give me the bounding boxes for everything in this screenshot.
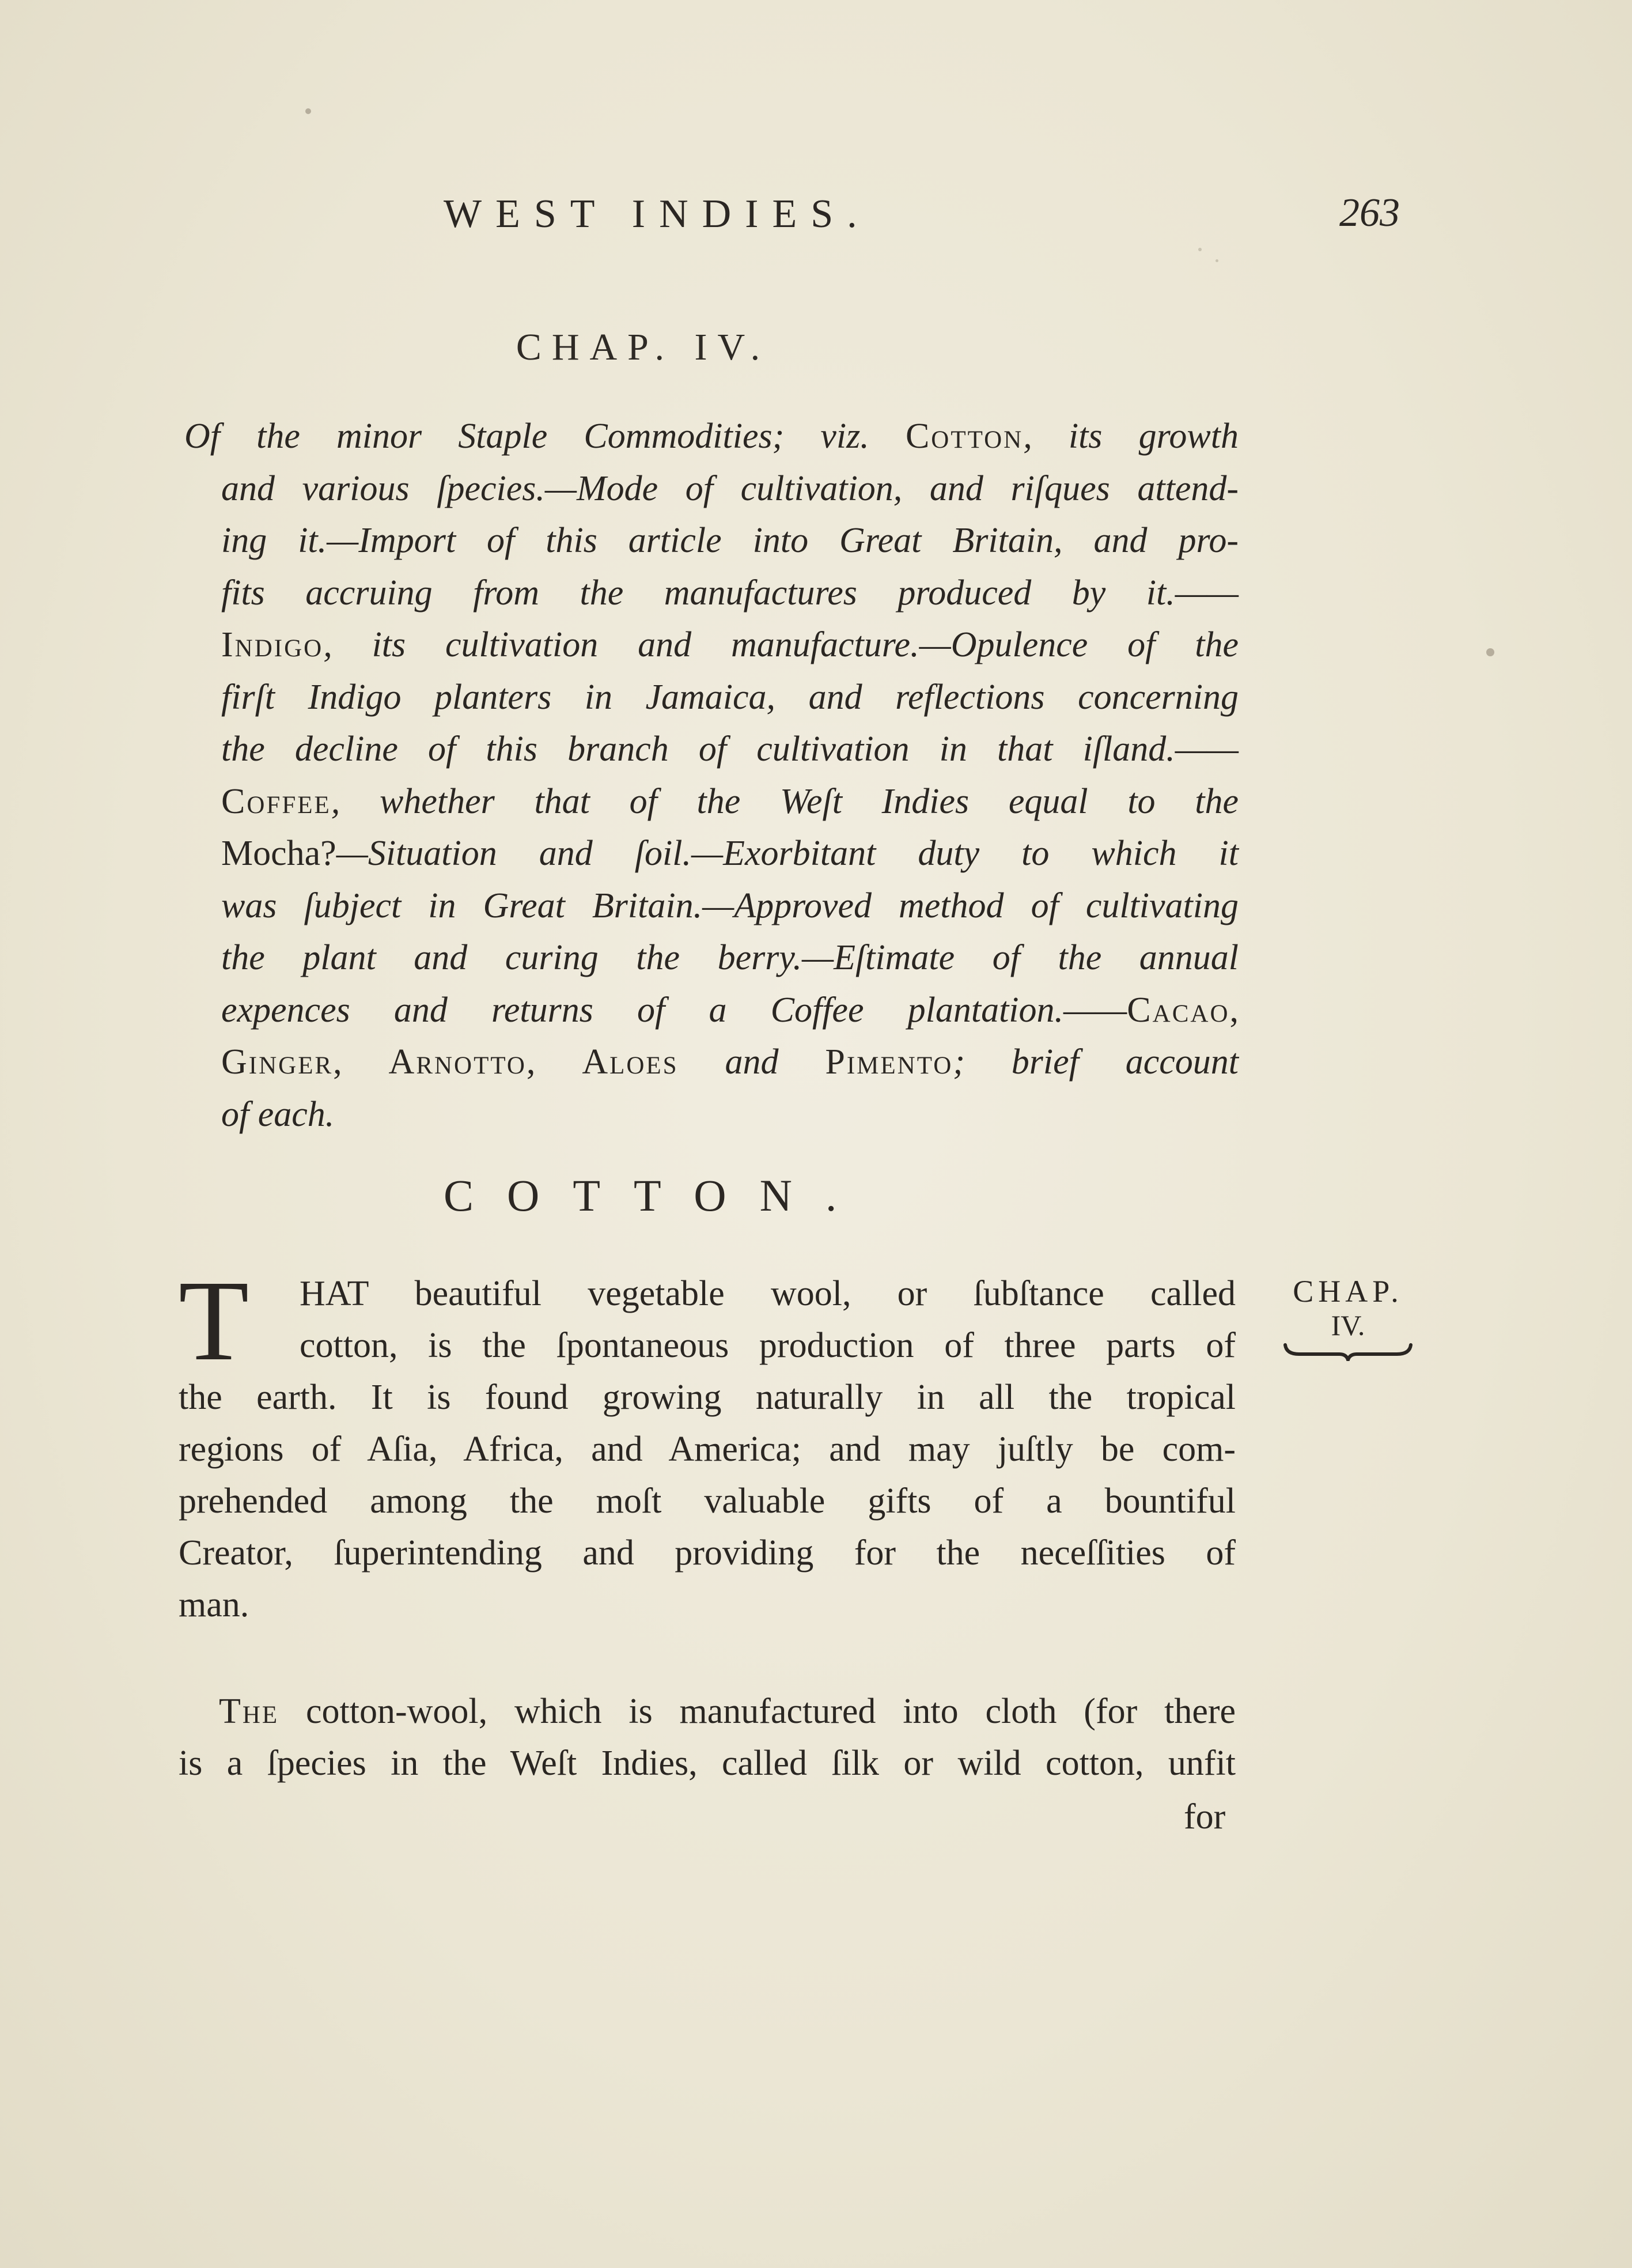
summary-segment: —Situation and ſoil.—Exorbitant duty to which it (336, 834, 1239, 873)
summary-segment: , (1229, 990, 1239, 1030)
paragraph-1-line: HAT beautiful vegetable wool, or ſubſtance called (300, 1274, 1236, 1313)
summary-line (184, 410, 1239, 463)
chapter-title: CHAP. IV. (516, 326, 771, 368)
marginal-number: IV. (1331, 1309, 1365, 1341)
summary-segment: Indigo (221, 625, 324, 664)
paper-spot (1198, 248, 1202, 251)
summary-line (221, 1088, 1239, 1141)
drop-cap: T (179, 1257, 249, 1385)
summary-segment: , (333, 1042, 389, 1082)
page-header (0, 184, 1632, 248)
paragraph-1-line: cotton, is the ſpontaneous production of three parts of (300, 1326, 1236, 1365)
summary-line (221, 723, 1239, 776)
summary-segment: was ſubject in Great Britain.—Approved method of cultivating (221, 886, 1239, 925)
paragraph-1-line: man. (179, 1585, 249, 1624)
page-number: 263 (1339, 191, 1400, 235)
summary-segment: of each. (221, 1094, 335, 1134)
paragraph-2-line-1-text: cotton-wool, which is manufactured into cloth (for there (279, 1692, 1236, 1731)
summary-segment: ; brief account (953, 1042, 1239, 1082)
summary-segment: Arnotto (388, 1042, 527, 1082)
summary-segment: expences and returns of a Coffee plantation.—— (221, 990, 1127, 1030)
summary-segment: Pimento (825, 1042, 953, 1082)
paragraph-1-line: regions of Aſia, Africa, and America; and may juſtly be com- (179, 1430, 1236, 1469)
summary-segment: , whether that of the Weſt Indies equal to the (331, 781, 1239, 821)
summary-segment: Of the minor Staple Commodities; viz. (184, 417, 906, 456)
summary-segment: the decline of this branch of cultivation in that iſland.—— (221, 729, 1239, 769)
summary-segment: Cacao (1127, 990, 1230, 1030)
section-title: COTTON. (444, 1170, 870, 1220)
summary-line (221, 827, 1239, 880)
summary-segment: fits accruing from the manufactures produced by it.—— (221, 573, 1239, 613)
summary-segment: and (678, 1042, 826, 1082)
summary-line (221, 619, 1239, 671)
paragraph-1-line: the earth. It is found growing naturally in all the tropical (179, 1378, 1236, 1417)
marginal-chap: CHAP. (1293, 1274, 1403, 1309)
summary-line (221, 463, 1239, 515)
running-head: WEST INDIES. (444, 192, 871, 236)
paragraph-1-line: Creator, ſuperintending and providing for the neceſſities of (179, 1533, 1236, 1573)
summary-segment: Ginger (221, 1042, 334, 1082)
summary-segment: firſt Indigo planters in Jamaica, and reflections concerning (221, 677, 1239, 717)
chapter-summary (184, 410, 1239, 1140)
brace-icon (1282, 1341, 1414, 1361)
paragraph-2 (179, 1685, 1236, 1789)
summary-segment: the plant and curing the berry.—Eſtimate of the annual (221, 938, 1239, 977)
summary-line (221, 880, 1239, 932)
summary-segment: , its growth (1023, 417, 1239, 456)
paper-spot (1486, 648, 1494, 656)
paragraph-2-lead: The (219, 1692, 279, 1731)
summary-line (221, 1036, 1239, 1088)
summary-segment: and various ſpecies.—Mode of cultivation, and riſques attend- (221, 468, 1239, 508)
summary-segment: Cotton (905, 417, 1024, 456)
summary-segment: Aloes (582, 1042, 679, 1082)
paragraph-1-line: prehended among the moſt valuable gifts of a bountiful (179, 1481, 1236, 1521)
summary-line (221, 776, 1239, 828)
summary-segment: ing it.—Import of this article into Great Britain, and pro- (221, 521, 1239, 560)
paragraph-2-line: is a ſpecies in the Weſt Indies, called ſilk or wild cotton, unfit (179, 1744, 1236, 1783)
summary-line (221, 567, 1239, 619)
summary-line (221, 515, 1239, 567)
summary-line (221, 984, 1239, 1037)
paper-spot (1216, 259, 1218, 262)
summary-line (221, 932, 1239, 984)
summary-segment: , its cultivation and manufacture.—Opulence of the (323, 625, 1239, 664)
summary-line (221, 671, 1239, 724)
marginal-note (1276, 1273, 1420, 1361)
paragraph-2-line (219, 1685, 1236, 1737)
catchword: for (1184, 1797, 1226, 1836)
paper-spot (305, 108, 311, 114)
summary-segment: , (526, 1042, 582, 1082)
paragraph-1 (179, 1257, 1236, 1631)
summary-segment: Coffee (221, 781, 331, 821)
summary-segment: Mocha? (221, 834, 336, 873)
